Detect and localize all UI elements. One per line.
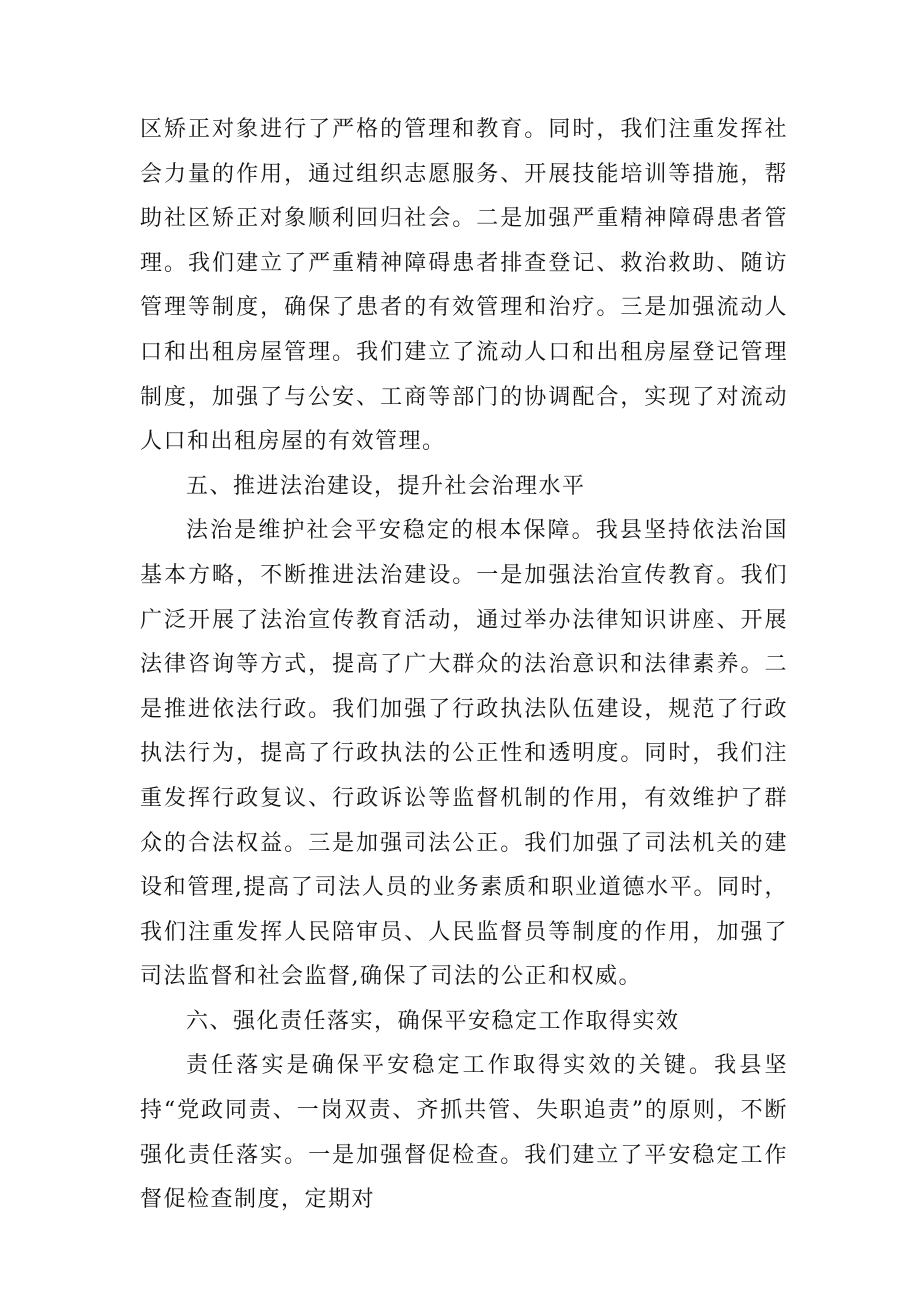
section-heading-six: 六、强化责任落实，确保平安稳定工作取得实效 <box>186 1008 680 1034</box>
paragraph-responsibility: 责任落实是确保平安稳定工作取得实效的关键。我县坚持“党政同责、一岗双责、齐抓共管、失职追责”的原则，不断强化责任落实。一是加强督促检查。我们建立了平安稳定工作督促检查制度，定期对 <box>140 1053 788 1213</box>
paragraph-continuation: 区矫正对象进行了严格的管理和教育。同时，我们注重发挥社会力量的作用，通过组织志愿服务、开展技能培训等措施，帮助社区矫正对象顺利回归社会。二是加强严重精神障碍患者管理。我们建立了严重精神障碍患者排查登记、救治救助、随访管理等制度，确保了患者的有效管理和治疗。三是加强流动人口和出租房屋管理。我们建立了流动人口和出租房屋登记管理制度，加强了与公安、工商等部门的协调配合，实现了对流动人口和出租房屋的有效管理。 <box>140 117 788 455</box>
paragraph-rule-of-law: 法治是维护社会平安稳定的根本保障。我县坚持依法治国基本方略，不断推进法治建设。一是加强法治宣传教育。我们广泛开展了法治宣传教育活动，通过举办法律知识讲座、开展法律咨询等方式，提高了广大群众的法治意识和法律素养。二是推进依法行政。我们加强了行政执法队伍建设，规范了行政执法行为，提高了行政执法的公正性和透明度。同时，我们注重发挥行政复议、行政诉讼等监督机制的作用，有效维护了群众的合法权益。三是加强司法公正。我们加强了司法机关的建设和管理,提高了司法人员的业务素质和职业道德水平。同时，我们注重发挥人民陪审员、人民监督员等制度的作用，加强了司法监督和社会监督,确保了司法的公正和权威。 <box>140 518 788 990</box>
document-body <box>140 108 788 1223</box>
section-heading-five: 五、推进法治建设，提升社会治理水平 <box>186 473 586 499</box>
